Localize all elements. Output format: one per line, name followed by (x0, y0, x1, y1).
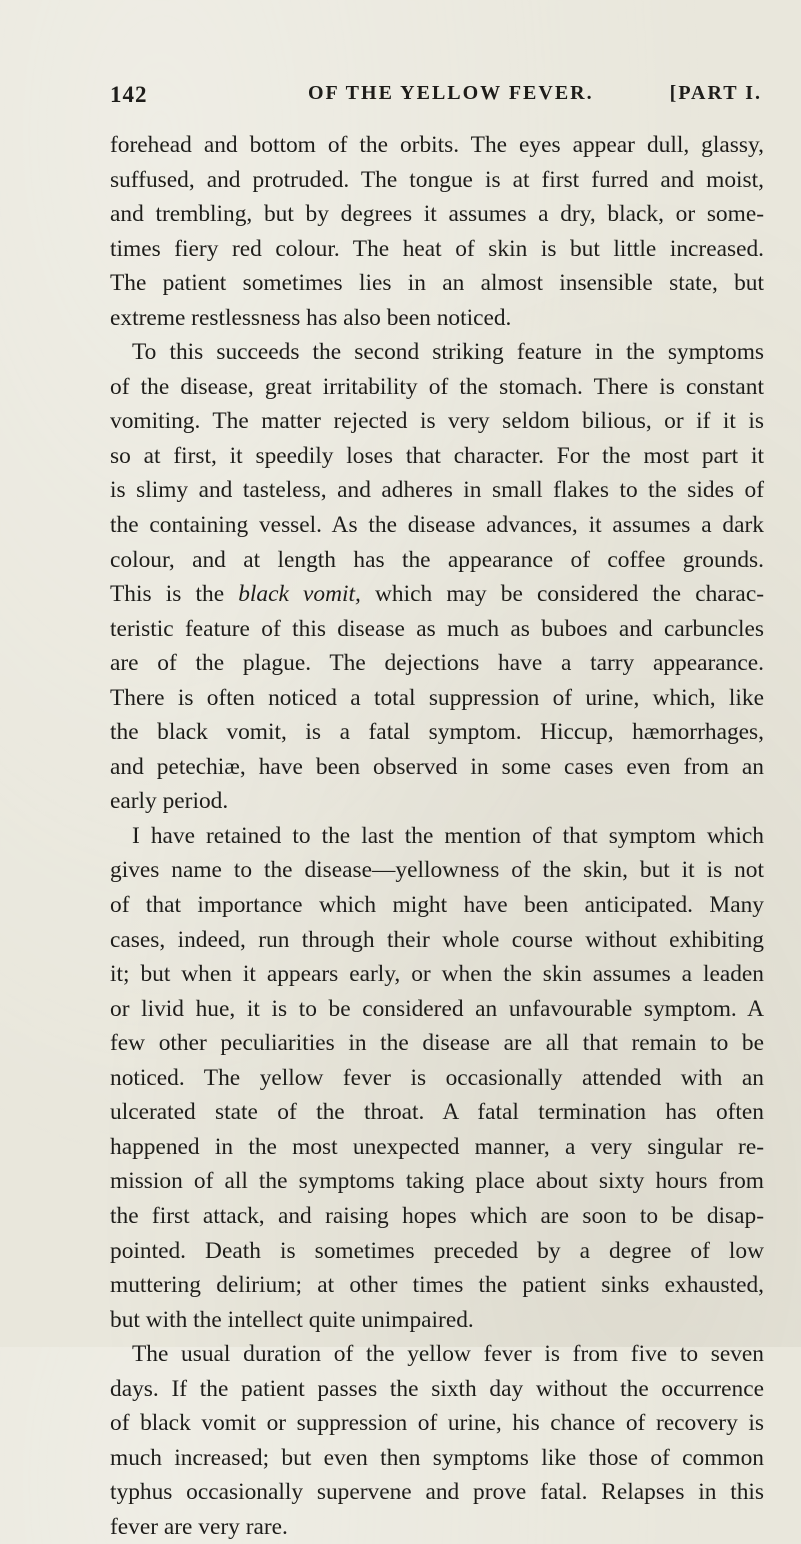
text-line: the containing vessel. As the disease advances, it assumes a dark (110, 512, 764, 539)
text-line: the first attack, and raising hopes which are soon to be disap- (110, 1202, 764, 1229)
running-title: OF THE YELLOW FEVER. (308, 82, 594, 104)
text-line: much increased; but even then symptoms like those of common (110, 1444, 764, 1471)
text-line: fever are very rare. (110, 1513, 288, 1540)
text-line: ulcerated state of the throat. A fatal termination has often (110, 1099, 764, 1126)
paragraph-start-line: I have retained to the last the mention of that symptom which (132, 822, 764, 849)
text-line: few other peculiarities in the disease are all that remain to be (110, 1030, 764, 1057)
text-line: noticed. The yellow fever is occasionally attended with an (110, 1064, 764, 1091)
text-line: teristic feature of this disease as much as buboes and carbuncles (110, 615, 764, 642)
body-text (110, 128, 764, 1544)
text-line: mission of all the symptoms taking place about sixty hours from (110, 1168, 764, 1195)
text-line: so at first, it speedily loses that character. For the most part it (110, 442, 764, 469)
line-segment: which may be considered the charac- (360, 581, 764, 608)
text-line: or livid hue, it is to be considered an unfavourable symptom. A (110, 995, 764, 1022)
text-line: vomiting. The matter rejected is very seldom bilious, or if it is (110, 408, 764, 435)
text-line: muttering delirium; at other times the patient sinks exhausted, (110, 1272, 764, 1299)
text-line: days. If the patient passes the sixth day without the occurrence (110, 1375, 764, 1402)
paragraph-start-line: The usual duration of the yellow fever is from five to seven (132, 1341, 764, 1368)
text-line: and petechiæ, have been observed in some cases even from an (110, 753, 764, 780)
black-vomit-line (110, 577, 764, 612)
text-line: of black vomit or suppression of urine, his chance of recovery is (110, 1410, 764, 1437)
text-line: of that importance which might have been anticipated. Many (110, 892, 764, 919)
text-line: are of the plague. The dejections have a tarry appearance. (110, 650, 764, 677)
text-line: cases, indeed, run through their whole course without exhibiting (110, 926, 764, 953)
text-line: and trembling, but by degrees it assumes a dry, black, or some- (110, 201, 764, 228)
text-line: early period. (110, 788, 229, 815)
text-line: the black vomit, is a fatal symptom. Hiccup, hæmorrhages, (110, 719, 764, 746)
text-line: gives name to the disease—yellowness of the skin, but it is not (110, 857, 764, 884)
part-label: [PART I. (669, 82, 762, 104)
text-line: it; but when it appears early, or when the skin assumes a leaden (110, 961, 764, 988)
text-line: of the disease, great irritability of the stomach. There is constant (110, 373, 764, 400)
text-line: typhus occasionally supervene and prove fatal. Relapses in this (110, 1479, 764, 1506)
text-line: happened in the most unexpected manner, a very singular re- (110, 1133, 764, 1160)
running-head (110, 82, 762, 112)
text-line: suffused, and protruded. The tongue is at first furred and moist, (110, 166, 764, 193)
text-line: The patient sometimes lies in an almost insensible state, but (110, 270, 764, 297)
line-segment: This is the (110, 581, 239, 608)
page-number: 142 (110, 82, 148, 107)
paragraph-start-line: To this succeeds the second striking feature in the symptoms (132, 339, 764, 366)
text-line: colour, and at length has the appearance of coffee grounds. (110, 546, 764, 573)
text-line: extreme restlessness has also been noticed. (110, 304, 512, 331)
text-line: times fiery red colour. The heat of skin is but little increased. (110, 235, 764, 262)
text-line: but with the intellect quite unimpaired. (110, 1306, 474, 1333)
text-line: pointed. Death is sometimes preceded by a degree of low (110, 1237, 764, 1264)
text-line: is slimy and tasteless, and adheres in small flakes to the sides of (110, 477, 764, 504)
text-line: There is often noticed a total suppression of urine, which, like (110, 684, 764, 711)
text-line: forehead and bottom of the orbits. The eyes appear dull, glassy, (110, 132, 764, 158)
italic-term: black vomit, (238, 581, 361, 608)
